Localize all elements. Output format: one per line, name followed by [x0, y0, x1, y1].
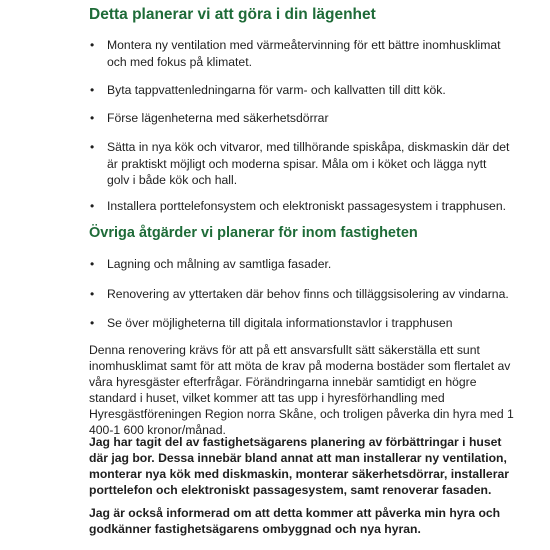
- section-heading-apartment-plans: Detta planerar vi att göra i din lägenhet: [89, 6, 376, 23]
- list-item-text: Förse lägenheterna med säkerhetsdörrar: [107, 111, 329, 125]
- bullet-icon: •: [90, 287, 95, 301]
- list-item: [90, 82, 510, 99]
- bullet-icon: •: [90, 199, 95, 213]
- list-item: [90, 139, 510, 189]
- consent-paragraph: Jag är också informerad om att detta kommer att påverka min hyra och godkänner fastighetsägarens ombyggnad och nya hyran.: [89, 506, 501, 536]
- list-item-text: Montera ny ventilation med värmeåtervinning för ett bättre inomhusklimat och med fokus på klimatet.: [107, 38, 501, 69]
- list-item: [90, 110, 510, 127]
- list-item: [90, 256, 510, 273]
- list-item: [90, 286, 510, 303]
- list-item-text: Lagning och målning av samtliga fasader.: [107, 257, 332, 271]
- renovation-explanation-paragraph: Denna renovering krävs för att på ett ansvarsfullt sätt säkerställa ett sunt inomhusklimat samt för att möta de krav på moderna bostäder som flertalet av våra hyresgäster efterfrågar. Förändringarna innebär samtidigt en högre standard i huset, vilket kommer att tas upp i hyresförhandling med Hyresgästföreningen Region norra Skåne, och troligen påverka din hyra med 1 400-1 600 kronor/månad.: [89, 343, 514, 437]
- bullet-icon: •: [90, 83, 95, 97]
- list-item-text: Installera porttelefonsystem och elektroniskt passagesystem i trapphusen.: [107, 199, 507, 213]
- bullet-icon: •: [90, 111, 95, 125]
- list-item: [90, 198, 510, 215]
- list-item-text: Renovering av yttertaken där behov finns och tilläggsisolering av vindarna.: [107, 287, 509, 301]
- acknowledgement-paragraph: Jag har tagit del av fastighetsägarens planering av förbättringar i huset där jag bor. Dessa innebär bland annat att man installerar ny ventilation, monterar nya kök med diskmaskin, monterar säkerhetsdörrar, installerar porttelefon och elektroniskt passagesystem, samt renoverar fasaden.: [89, 435, 509, 497]
- bullet-icon: •: [90, 316, 95, 330]
- bullet-icon: •: [90, 38, 95, 52]
- section-heading-property-measures: Övriga åtgärder vi planerar för inom fastigheten: [89, 225, 418, 241]
- bullet-icon: •: [90, 257, 95, 271]
- list-item: [90, 315, 510, 332]
- bullet-icon: •: [90, 140, 95, 154]
- list-item-text: Sätta in nya kök och vitvaror, med tillhörande spiskåpa, diskmaskin där det är praktiskt möjligt och moderna spisar. Måla om i köket och lägga nytt golv i både kök och hall.: [107, 140, 510, 187]
- list-item: [90, 37, 510, 70]
- list-item-text: Se över möjligheterna till digitala informationstavlor i trapphusen: [107, 316, 453, 330]
- list-item-text: Byta tappvattenledningarna för varm- och kallvatten till ditt kök.: [107, 83, 446, 97]
